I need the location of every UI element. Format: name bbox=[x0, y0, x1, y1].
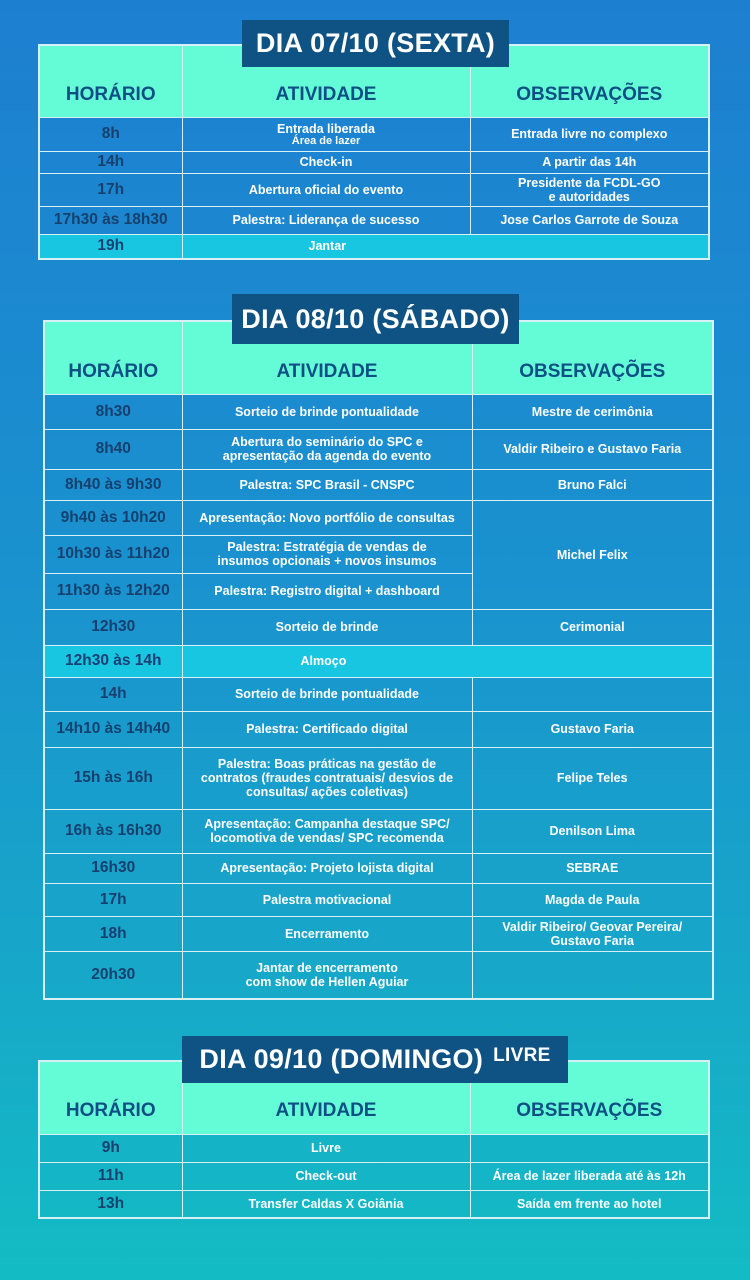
notes-line: Gustavo Faria bbox=[550, 933, 634, 948]
activity-cell: Palestra: Certificado digital bbox=[182, 711, 472, 747]
time-cell: 19h bbox=[39, 234, 182, 259]
table-row bbox=[39, 206, 709, 234]
activity-line: insumos opcionais + novos insumos bbox=[217, 554, 437, 568]
table-row bbox=[44, 916, 713, 951]
notes-cell bbox=[472, 951, 713, 999]
notes-cell: Felipe Teles bbox=[472, 747, 713, 809]
activity-cell: Sorteio de brinde pontualidade bbox=[182, 394, 472, 429]
day2-schedule-table bbox=[43, 320, 714, 1000]
activity-line: Palestra: Boas práticas na gestão de bbox=[217, 757, 437, 771]
activity-line: Abertura do seminário do SPC e bbox=[231, 435, 423, 449]
time-cell: 8h bbox=[39, 117, 182, 151]
notes-cell bbox=[470, 1134, 709, 1162]
notes-cell: A partir das 14h bbox=[470, 151, 709, 173]
notes-cell bbox=[472, 677, 713, 711]
activity-cell: Check-in bbox=[182, 151, 470, 173]
time-cell: 9h40 às 10h20 bbox=[44, 500, 182, 535]
activity-line: apresentação da agenda do evento bbox=[222, 449, 432, 463]
header-activity: ATIVIDADE bbox=[182, 321, 472, 394]
activity-cell: Transfer Caldas X Goiânia bbox=[182, 1190, 470, 1218]
time-cell: 12h30 bbox=[44, 609, 182, 645]
notes-cell: Magda de Paula bbox=[472, 883, 713, 916]
notes-cell: Entrada livre no complexo bbox=[470, 117, 709, 151]
header-activity: ATIVIDADE bbox=[182, 1061, 470, 1134]
notes-cell: Denilson Lima bbox=[472, 809, 713, 853]
header-time: HORÁRIO bbox=[39, 1061, 182, 1134]
activity-line: consultas/ ações coletivas) bbox=[246, 785, 408, 799]
time-cell: 8h40 às 9h30 bbox=[44, 469, 182, 500]
activity-line: Jantar de encerramento bbox=[256, 960, 398, 975]
header-time: HORÁRIO bbox=[44, 321, 182, 394]
time-cell: 8h30 bbox=[44, 394, 182, 429]
activity-cell bbox=[182, 429, 472, 469]
notes-subtext: e autoridades bbox=[548, 189, 630, 204]
time-cell: 11h bbox=[39, 1162, 182, 1190]
activity-cell bbox=[182, 747, 472, 809]
table-row bbox=[44, 609, 713, 645]
table-row bbox=[39, 1190, 709, 1218]
notes-cell: Valdir Ribeiro e Gustavo Faria bbox=[472, 429, 713, 469]
activity-subtext: Área de lazer bbox=[291, 134, 361, 147]
activity-cell: Palestra motivacional bbox=[182, 883, 472, 916]
day3-title-extra: LIVRE bbox=[493, 1044, 551, 1066]
table-row bbox=[39, 151, 709, 173]
time-cell: 20h30 bbox=[44, 951, 182, 999]
activity-cell: Apresentação: Projeto lojista digital bbox=[182, 853, 472, 883]
time-cell: 12h30 às 14h bbox=[44, 645, 182, 677]
header-notes: OBSERVAÇÕES bbox=[472, 321, 713, 394]
table-row bbox=[44, 429, 713, 469]
time-cell: 17h bbox=[39, 173, 182, 206]
activity-cell bbox=[182, 535, 472, 573]
notes-cell: Área de lazer liberada até às 12h bbox=[470, 1162, 709, 1190]
notes-cell: Bruno Falci bbox=[472, 469, 713, 500]
day3-title bbox=[182, 1036, 568, 1083]
activity-cell: Livre bbox=[182, 1134, 470, 1162]
activity-cell bbox=[182, 234, 709, 259]
time-cell: 10h30 às 11h20 bbox=[44, 535, 182, 573]
notes-cell: Mestre de cerimônia bbox=[472, 394, 713, 429]
time-cell: 18h bbox=[44, 916, 182, 951]
table-row bbox=[44, 883, 713, 916]
day2-title-text: DIA 08/10 (SÁBADO) bbox=[241, 303, 510, 334]
day1-schedule-table bbox=[38, 44, 710, 260]
notes-cell: Jose Carlos Garrote de Souza bbox=[470, 206, 709, 234]
table-row bbox=[39, 117, 709, 151]
table-row bbox=[44, 677, 713, 711]
activity-cell: Palestra: Registro digital + dashboard bbox=[182, 573, 472, 609]
time-cell: 17h bbox=[44, 883, 182, 916]
time-cell: 16h30 bbox=[44, 853, 182, 883]
table-row bbox=[44, 711, 713, 747]
time-cell: 8h40 bbox=[44, 429, 182, 469]
notes-cell bbox=[470, 173, 709, 206]
header-notes: OBSERVAÇÕES bbox=[470, 1061, 709, 1134]
activity-cell: Check-out bbox=[182, 1162, 470, 1190]
activity-line: contratos (fraudes contratuais/ desvios de bbox=[200, 771, 454, 785]
activity-cell: Sorteio de brinde bbox=[182, 609, 472, 645]
time-cell: 11h30 às 12h20 bbox=[44, 573, 182, 609]
header-activity: ATIVIDADE bbox=[182, 45, 470, 117]
activity-cell bbox=[182, 809, 472, 853]
activity-line: Apresentação: Campanha destaque SPC/ bbox=[204, 817, 450, 831]
activity-cell: Sorteio de brinde pontualidade bbox=[182, 677, 472, 711]
day3-schedule-table bbox=[38, 1060, 710, 1219]
activity-cell: Palestra: Liderança de sucesso bbox=[182, 206, 470, 234]
activity-line: com show de Hellen Aguiar bbox=[245, 974, 409, 989]
activity-line: Palestra: Estratégia de vendas de bbox=[227, 540, 427, 554]
activity-cell: Encerramento bbox=[182, 916, 472, 951]
activity-line: locomotiva de vendas/ SPC recomenda bbox=[210, 831, 444, 845]
time-cell: 16h às 16h30 bbox=[44, 809, 182, 853]
table-row-highlight bbox=[44, 645, 713, 677]
notes-cell: SEBRAE bbox=[472, 853, 713, 883]
activity-text: Entrada liberada bbox=[277, 121, 375, 136]
activity-cell: Palestra: SPC Brasil - CNSPC bbox=[182, 469, 472, 500]
time-cell: 17h30 às 18h30 bbox=[39, 206, 182, 234]
table-row bbox=[44, 809, 713, 853]
activity-cell bbox=[182, 117, 470, 151]
activity-cell: Abertura oficial do evento bbox=[182, 173, 470, 206]
notes-text: Presidente da FCDL-GO bbox=[518, 175, 661, 190]
notes-cell: Michel Felix bbox=[472, 500, 713, 609]
activity-text: Jantar bbox=[308, 239, 347, 254]
table-row-highlight bbox=[39, 234, 709, 259]
notes-cell: Cerimonial bbox=[472, 609, 713, 645]
table-row bbox=[44, 747, 713, 809]
day1-title bbox=[242, 20, 509, 67]
day2-title bbox=[232, 294, 519, 344]
notes-cell: Saída em frente ao hotel bbox=[470, 1190, 709, 1218]
activity-cell bbox=[182, 645, 713, 677]
time-cell: 14h bbox=[44, 677, 182, 711]
activity-cell bbox=[182, 951, 472, 999]
header-time: HORÁRIO bbox=[39, 45, 182, 117]
table-row bbox=[44, 951, 713, 999]
time-cell: 14h10 às 14h40 bbox=[44, 711, 182, 747]
table-row bbox=[39, 1162, 709, 1190]
notes-line: Valdir Ribeiro/ Geovar Pereira/ bbox=[502, 919, 683, 934]
activity-cell: Apresentação: Novo portfólio de consultas bbox=[182, 500, 472, 535]
table-row bbox=[39, 1134, 709, 1162]
notes-cell bbox=[472, 916, 713, 951]
time-cell: 14h bbox=[39, 151, 182, 173]
time-cell: 15h às 16h bbox=[44, 747, 182, 809]
table-row bbox=[44, 394, 713, 429]
notes-cell: Gustavo Faria bbox=[472, 711, 713, 747]
activity-text: Almoço bbox=[300, 654, 347, 668]
table-row bbox=[44, 469, 713, 500]
table-row bbox=[44, 500, 713, 535]
time-cell: 9h bbox=[39, 1134, 182, 1162]
time-cell: 13h bbox=[39, 1190, 182, 1218]
table-row bbox=[44, 853, 713, 883]
header-notes: OBSERVAÇÕES bbox=[470, 45, 709, 117]
day1-title-text: DIA 07/10 (SEXTA) bbox=[255, 28, 496, 58]
day3-title-text: DIA 09/10 (DOMINGO) bbox=[199, 1044, 484, 1074]
table-row bbox=[39, 173, 709, 206]
